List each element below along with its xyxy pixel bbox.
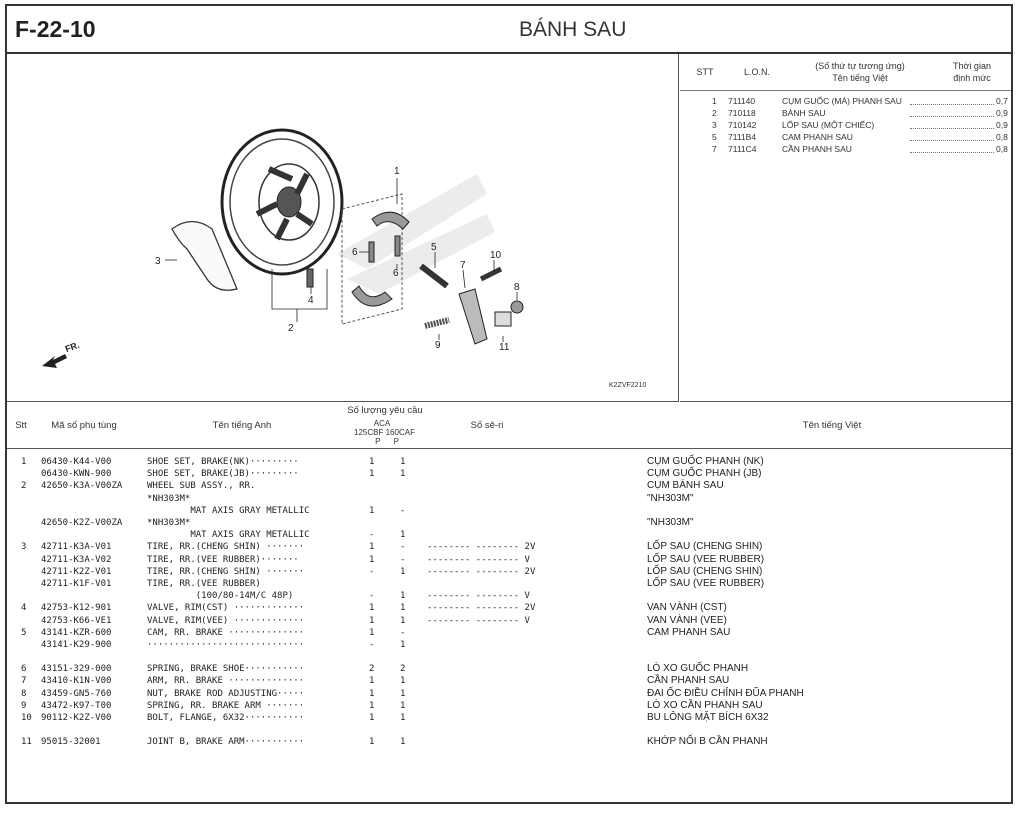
table-row <box>7 505 1011 517</box>
row-part-no: 42650-K2Z-V00ZA <box>41 518 123 528</box>
legend-time-header-1: Thời gian <box>953 61 991 71</box>
row-vn-name: VAN VÀNH (VEE) <box>647 614 727 626</box>
callout-4: 4 <box>308 295 314 306</box>
col-vn-name: Tên tiếng Việt <box>802 420 862 431</box>
row-qty-160: 1 <box>400 566 406 577</box>
table-row <box>7 688 1011 700</box>
row-part-no: 42753-K12-901 <box>41 603 112 614</box>
row-vn-name: CỤM GUỐC PHANH (NK) <box>647 456 764 467</box>
row-vn-name: CAM PHANH SAU <box>647 626 731 638</box>
row-serial: -------- -------- V <box>427 591 530 602</box>
row-vn-name: "NH303M" <box>647 492 694 504</box>
col-serial: Số sê-ri <box>470 420 504 431</box>
row-en-name: SPRING, BRAKE SHOE··········· <box>147 664 305 675</box>
row-stt: 3 <box>21 542 27 553</box>
row-qty-160: 1 <box>400 688 406 699</box>
row-vn-name: LỐP SAU (VEE RUBBER) <box>647 578 765 589</box>
row-qty-125: 2 <box>369 664 375 675</box>
row-qty-125: 1 <box>369 603 375 614</box>
row-part-no: 43141-KZR-600 <box>41 627 112 638</box>
legend-header <box>680 54 1011 91</box>
page-code: F-22-10 <box>15 16 96 42</box>
callout-3: 3 <box>155 256 161 267</box>
row-en-name: MAT AXIS GRAY METALLIC <box>147 505 310 516</box>
row-qty-125: 1 <box>369 615 375 626</box>
row-qty-125: 1 <box>369 457 375 467</box>
row-part-no: 42650-K3A-V00ZA <box>41 481 123 492</box>
row-vn-name: CỤM GUỐC PHANH (JB) <box>647 468 762 480</box>
legend-stt: 1 <box>712 96 717 106</box>
row-vn-name: VAN VÀNH (CST) <box>647 602 727 614</box>
row-en-name: JOINT B, BRAKE ARM··········· <box>147 737 305 748</box>
callout-1: 1 <box>394 166 400 177</box>
diagram-code: K2ZVF2210 <box>609 382 647 389</box>
row-en-name: ····························· <box>147 640 305 650</box>
table-row <box>7 615 1011 627</box>
table-row <box>7 590 1011 602</box>
row-vn-name: LÒ XO CẦN PHANH SAU <box>647 699 763 711</box>
row-stt: 1 <box>21 457 27 467</box>
row-part-no: 90112-K2Z-V00 <box>41 713 112 723</box>
valve-part <box>307 269 313 287</box>
row-qty-125: 1 <box>369 469 375 480</box>
row-part-no: 42753-K66-VE1 <box>41 615 112 626</box>
row-qty-125: 1 <box>369 554 375 565</box>
row-qty-125: 1 <box>369 542 375 553</box>
row-qty-125: 1 <box>369 713 375 723</box>
row-part-no: 42711-K1F-V01 <box>41 579 112 589</box>
legend-lon: 7111C4 <box>728 144 757 154</box>
arm-spring-part <box>425 320 449 326</box>
table-row <box>7 627 1011 639</box>
col-en-name: Tên tiếng Anh <box>212 420 272 431</box>
legend-lon: 710142 <box>728 120 757 130</box>
col-qty-aca: ACA <box>373 419 391 428</box>
row-vn-name: CỤM BÁNH SAU <box>647 480 724 492</box>
row-stt: 9 <box>21 700 27 711</box>
row-qty-125: 1 <box>369 627 375 638</box>
table-row <box>7 663 1011 675</box>
row-vn-name: LỐP SAU (CHENG SHIN) <box>647 541 763 553</box>
exploded-diagram-drawing <box>7 54 679 402</box>
row-qty-160: 1 <box>400 603 406 614</box>
legend-name: CỤM GUỐC (MÁ) PHANH SAU <box>782 96 902 106</box>
legend-name: LỐP SAU (MỘT CHIẾC) <box>782 120 875 130</box>
table-row <box>7 639 1011 651</box>
callout-6a: 6 <box>352 247 358 258</box>
legend-row <box>680 96 1011 107</box>
legend-row <box>680 108 1011 119</box>
row-en-name: MAT AXIS GRAY METALLIC <box>147 530 310 541</box>
legend-stt: 2 <box>712 108 717 118</box>
row-vn-name: "NH303M" <box>647 517 694 528</box>
brake-arm-part <box>459 289 487 344</box>
row-en-name: NUT, BRAKE ROD ADJUSTING····· <box>147 688 305 699</box>
legend-time: 0,7 <box>996 96 1008 106</box>
row-part-no: 42711-K2Z-V01 <box>41 566 112 577</box>
row-qty-125: 1 <box>369 688 375 699</box>
page-header <box>7 6 1011 54</box>
table-row <box>7 578 1011 590</box>
row-vn-name: BU LÔNG MẶT BÍCH 6X32 <box>647 712 769 723</box>
row-en-name: *NH303M* <box>147 518 191 528</box>
row-qty-160: 1 <box>400 457 406 467</box>
legend-leader-dots <box>910 120 994 129</box>
legend-time-header-2: định mức <box>953 73 991 83</box>
row-part-no: 43141-K29-900 <box>41 640 112 650</box>
legend-leader-dots <box>910 96 994 105</box>
legend-time: 0,8 <box>996 144 1008 154</box>
row-vn-name: LỐP SAU (CHENG SHIN) <box>647 565 763 577</box>
legend-lon-header: L.O.N. <box>743 67 770 77</box>
row-stt: 11 <box>21 737 32 748</box>
legend-time: 0,9 <box>996 120 1008 130</box>
shoe-spring-2 <box>395 236 400 256</box>
row-qty-160: - <box>400 627 406 638</box>
row-stt: 5 <box>21 627 27 638</box>
row-vn-name: ĐAI ỐC ĐIỀU CHỈNH ĐŨA PHANH <box>647 687 804 699</box>
legend-stt: 5 <box>712 132 717 142</box>
row-qty-160: 1 <box>400 700 406 711</box>
row-stt: 7 <box>21 676 27 687</box>
row-qty-160: - <box>400 542 406 553</box>
row-en-name: SPRING, RR. BRAKE ARM ······· <box>147 700 305 711</box>
row-en-name: SHOE SET, BRAKE(JB)········· <box>147 469 299 480</box>
row-qty-160: 1 <box>400 676 406 687</box>
col-stt: Stt <box>15 420 27 431</box>
row-en-name: TIRE, RR.(VEE RUBBER)······· <box>147 554 299 565</box>
row-part-no: 42711-K3A-V01 <box>41 542 112 553</box>
legend-time: 0,8 <box>996 132 1008 142</box>
row-part-no: 06430-KWN-900 <box>41 469 112 480</box>
table-row <box>7 517 1011 529</box>
row-qty-160: - <box>400 554 406 565</box>
row-part-no: 43472-K97-T00 <box>41 700 112 711</box>
row-part-no: 43151-329-000 <box>41 664 112 675</box>
table-row <box>7 541 1011 553</box>
row-en-name: WHEEL SUB ASSY., RR. <box>147 481 256 492</box>
legend-row <box>680 144 1011 155</box>
table-row <box>7 529 1011 541</box>
row-qty-160: 2 <box>400 664 406 675</box>
row-vn-name: CẦN PHANH SAU <box>647 675 730 687</box>
flange-bolt-part <box>481 269 501 279</box>
row-qty-125: 1 <box>369 700 375 711</box>
row-stt: 10 <box>21 713 32 723</box>
exploded-diagram <box>7 54 679 402</box>
legend-stt: 3 <box>712 120 717 130</box>
table-row <box>7 602 1011 614</box>
row-qty-125: - <box>369 591 375 602</box>
row-qty-125: - <box>369 566 375 577</box>
row-part-no: 43459-GN5-760 <box>41 688 112 699</box>
row-serial: -------- -------- 2V <box>427 566 536 577</box>
row-qty-125: 1 <box>369 676 375 687</box>
legend-leader-dots <box>910 144 994 153</box>
row-en-name: ARM, RR. BRAKE ·············· <box>147 676 305 687</box>
callout-11: 11 <box>499 342 510 353</box>
row-qty-160: 1 <box>400 640 406 650</box>
table-row <box>7 480 1011 492</box>
front-label: FR. <box>63 339 81 355</box>
callout-2: 2 <box>288 323 294 334</box>
callout-8: 8 <box>514 282 520 293</box>
table-row <box>7 566 1011 578</box>
shoe-spring-1 <box>369 242 374 262</box>
labor-time-legend <box>680 54 1011 402</box>
catalog-page <box>5 4 1013 804</box>
table-row <box>7 700 1011 712</box>
row-serial: -------- -------- 2V <box>427 603 536 614</box>
legend-name: CAM PHANH SAU <box>782 132 853 142</box>
table-row <box>7 456 1011 468</box>
callout-10: 10 <box>490 250 502 261</box>
front-arrow-icon <box>42 354 67 368</box>
table-row <box>7 554 1011 566</box>
row-en-name: VALVE, RIM(CST) ············· <box>147 603 305 614</box>
row-en-name: VALVE, RIM(VEE) ············· <box>147 615 305 626</box>
row-qty-160: 1 <box>400 737 406 748</box>
row-en-name: TIRE, RR.(CHENG SHIN) ······· <box>147 566 305 577</box>
table-row <box>7 712 1011 724</box>
callout-6b: 6 <box>393 268 399 279</box>
callout-7: 7 <box>460 260 466 271</box>
col-qty-models: 125CBF 160CAF <box>354 428 415 437</box>
row-qty-160: 1 <box>400 615 406 626</box>
table-row <box>7 736 1011 748</box>
legend-name: BÁNH SAU <box>782 108 826 118</box>
row-en-name: SHOE SET, BRAKE(NK)········· <box>147 457 299 467</box>
row-qty-160: 1 <box>400 530 406 541</box>
row-qty-160: 1 <box>400 469 406 480</box>
col-qty-title: Số lượng yêu cầu <box>347 405 423 416</box>
row-vn-name: KHỚP NỐI B CẦN PHANH <box>647 736 768 748</box>
legend-stt-header: STT <box>696 67 714 77</box>
legend-name-header-2: Tên tiếng Việt <box>832 73 888 83</box>
page-title: BÁNH SAU <box>519 18 627 41</box>
row-en-name: TIRE, RR.(VEE RUBBER) <box>147 579 261 589</box>
row-en-name: (100/80-14M/C 48P) <box>147 591 294 602</box>
row-serial: -------- -------- 2V <box>427 542 536 553</box>
row-en-name: *NH303M* <box>147 493 191 504</box>
row-qty-125: 1 <box>369 737 375 748</box>
legend-lon: 710118 <box>728 108 756 118</box>
row-part-no: 06430-K44-V00 <box>41 457 112 467</box>
row-serial: -------- -------- V <box>427 554 530 565</box>
row-en-name: CAM, RR. BRAKE ·············· <box>147 627 305 638</box>
row-stt: 4 <box>21 603 27 614</box>
row-qty-125: - <box>369 530 375 541</box>
adjusting-nut-part <box>511 301 523 313</box>
legend-time: 0,9 <box>996 108 1008 118</box>
legend-name: CẦN PHANH SAU <box>782 144 852 154</box>
legend-leader-dots <box>910 108 994 117</box>
row-stt: 8 <box>21 688 27 699</box>
row-part-no: 43410-K1N-V00 <box>41 676 112 687</box>
row-qty-125: 1 <box>369 505 375 516</box>
row-vn-name: LÒ XO GUỐC PHANH <box>647 663 749 675</box>
row-vn-name: LỐP SAU (VEE RUBBER) <box>647 553 765 565</box>
row-qty-160: - <box>400 505 406 516</box>
row-serial: -------- -------- V <box>427 615 530 626</box>
legend-lon: 7111B4 <box>728 132 757 142</box>
legend-row <box>680 132 1011 143</box>
table-row <box>7 675 1011 687</box>
row-qty-160: 1 <box>400 713 406 723</box>
legend-stt: 7 <box>712 144 717 154</box>
row-en-name: TIRE, RR.(CHENG SHIN) ······· <box>147 542 305 553</box>
joint-b-part <box>495 312 511 326</box>
row-stt: 2 <box>21 481 27 492</box>
row-part-no: 42711-K3A-V02 <box>41 554 112 565</box>
table-row <box>7 468 1011 480</box>
row-qty-125: - <box>369 640 375 650</box>
table-row <box>7 493 1011 505</box>
brake-cam-part <box>421 266 447 286</box>
col-qty-p: P P <box>375 437 399 446</box>
callout-5: 5 <box>431 242 437 253</box>
col-part-no: Mã số phụ tùng <box>51 420 117 431</box>
row-qty-160: 1 <box>400 591 406 602</box>
callout-9: 9 <box>435 340 441 351</box>
legend-name-header-1: (Số thứ tự tương ứng) <box>815 61 905 71</box>
row-en-name: BOLT, FLANGE, 6X32··········· <box>147 713 305 723</box>
row-stt: 6 <box>21 664 27 675</box>
legend-lon: 711140 <box>728 96 756 106</box>
watermark-wing <box>337 174 495 294</box>
legend-leader-dots <box>910 132 994 141</box>
parts-table-header <box>7 403 1011 449</box>
legend-row <box>680 120 1011 131</box>
row-part-no: 95015-32001 <box>41 737 101 748</box>
